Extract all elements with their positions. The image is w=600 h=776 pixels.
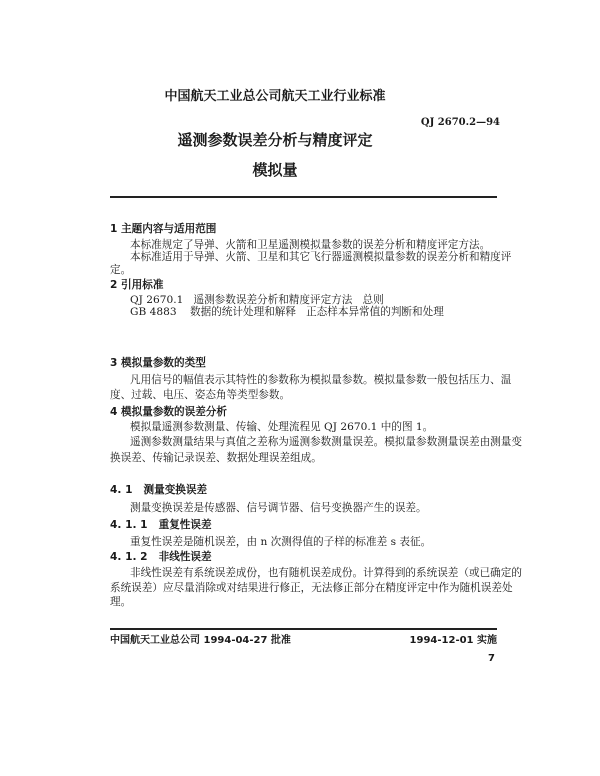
issuing-organization: 中国航天工业总公司航天工业行业标准	[164, 89, 386, 104]
section-heading: 3 模拟量参数的类型	[110, 357, 206, 369]
document-subtitle: 模拟量	[252, 161, 298, 179]
subsection-heading: 4. 1. 1 重复性误差	[110, 519, 212, 531]
section-heading: 1 主题内容与适用范围	[110, 223, 217, 235]
paragraph-line: 度、过载、电压、姿态角等类型参数。	[110, 389, 291, 401]
page-number: 7	[488, 653, 495, 664]
document-title: 遥测参数误差分析与精度评定	[177, 131, 373, 149]
subsection-heading: 4. 1. 2 非线性误差	[110, 551, 212, 563]
standard-code: QJ 2670.2—94	[420, 117, 500, 128]
paragraph-line: 换误差、传输记录误差、数据处理误差组成。	[110, 452, 322, 464]
section-heading: 2 引用标准	[110, 279, 164, 291]
section-heading: 4 模拟量参数的误差分析	[110, 406, 227, 418]
reference-line: QJ 2670.1 遥测参数误差分析和精度评定方法 总则	[130, 294, 384, 306]
footer-rule	[110, 628, 497, 630]
paragraph-line: 理。	[110, 596, 132, 608]
paragraph-line: 重复性误差是随机误差，由 n 次测得值的子样的标准差 s 表征。	[130, 536, 432, 548]
paragraph-line: 非线性误差有系统误差成份，也有随机误差成份。计算得到的系统误差（或已确定的	[130, 567, 522, 579]
header-rule	[110, 196, 497, 198]
implementation-date: 1994-12-01 实施	[409, 635, 497, 646]
paragraph-line: 系统误差）应尽量消除或对结果进行修正，无法修正部分在精度评定中作为随机误差处	[110, 582, 513, 594]
paragraph-line: 定。	[110, 264, 132, 276]
reference-line: GB 4883 数据的统计处理和解释 正态样本异常值的判断和处理	[130, 306, 444, 318]
paragraph-line: 遥测参数测量结果与真值之差称为遥测参数测量误差。模拟量参数测量误差由测量变	[130, 436, 522, 448]
subsection-heading: 4. 1 测量变换误差	[110, 484, 208, 496]
paragraph-line: 本标准规定了导弹、火箭和卫星遥测模拟量参数的误差分析和精度评定方法。	[130, 239, 491, 251]
paragraph-line: 凡用信号的幅值表示其特性的参数称为模拟量参数。模拟量参数一般包括压力、温	[130, 374, 512, 386]
paragraph-line: 本标准适用于导弹、火箭、卫星和其它飞行器遥测模拟量参数的误差分析和精度评	[130, 251, 512, 263]
paragraph-line: 测量变换误差是传感器、信号调节器、信号变换器产生的误差。	[130, 502, 427, 514]
approval-date: 中国航天工业总公司 1994-04-27 批准	[110, 635, 291, 646]
paragraph-line: 模拟量遥测参数测量、传输、处理流程见 QJ 2670.1 中的图 1。	[130, 421, 434, 433]
